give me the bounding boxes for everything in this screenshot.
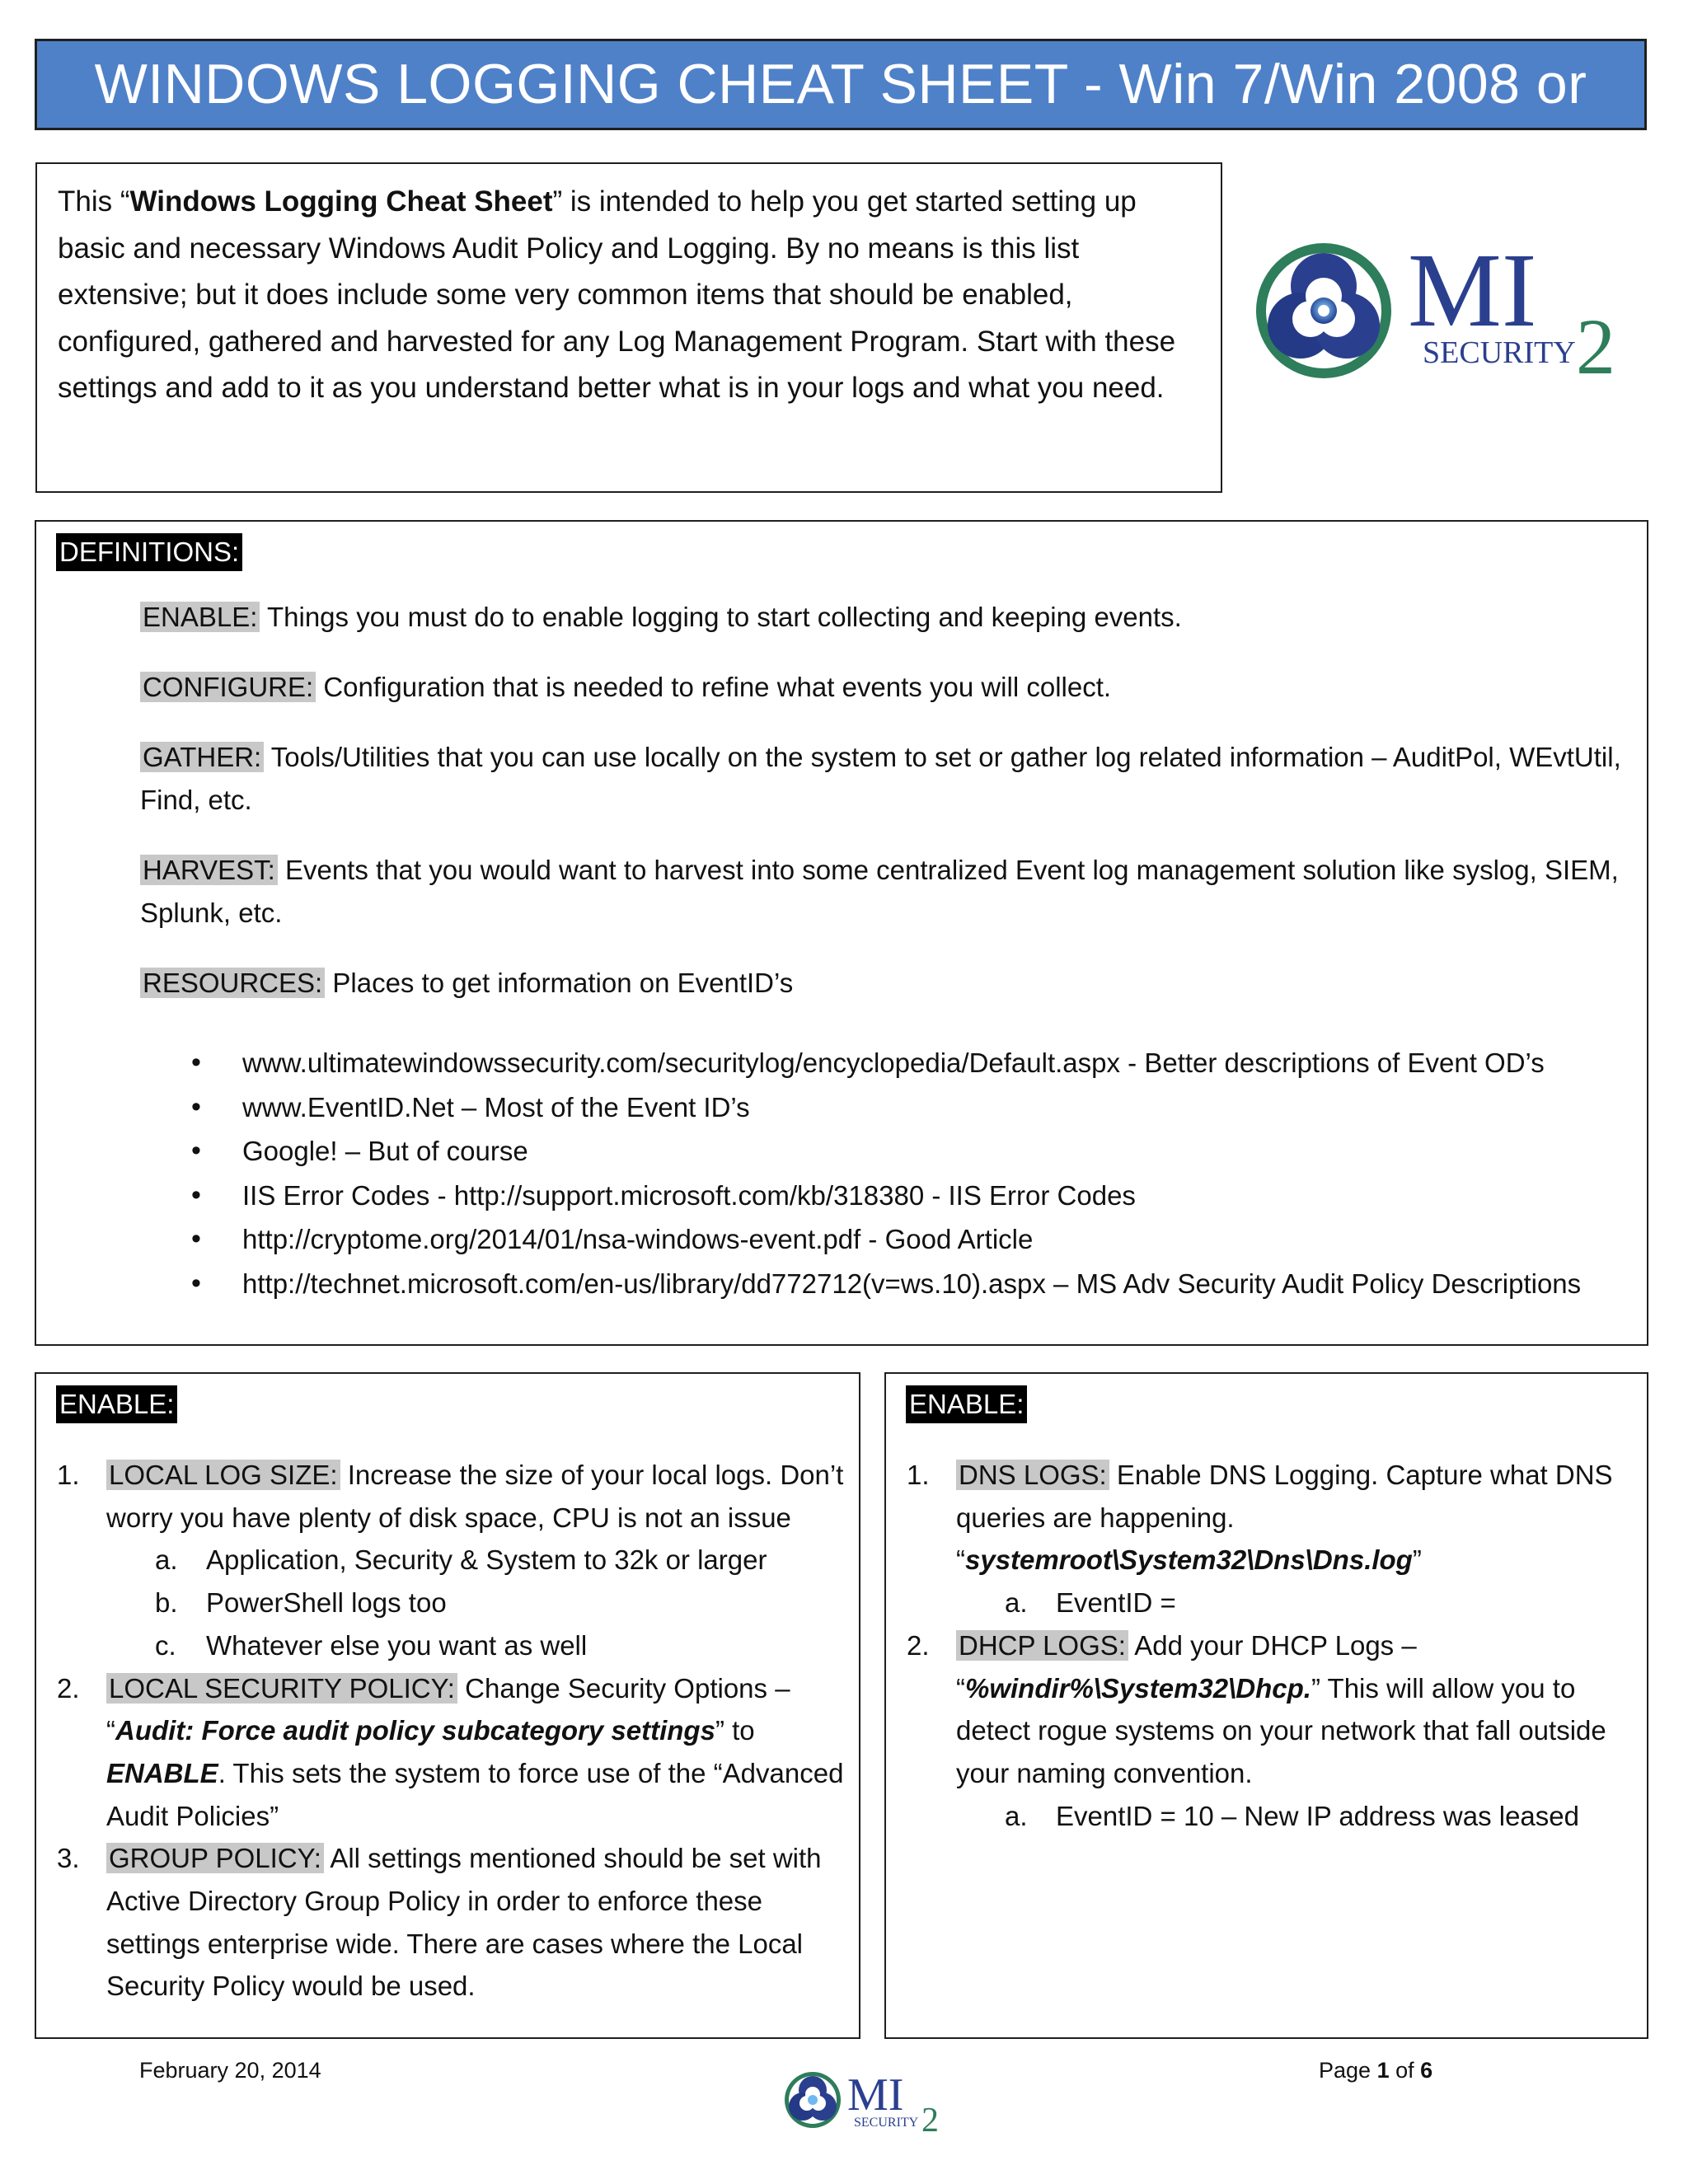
definition-harvest <box>140 849 1640 935</box>
sub-item <box>886 1582 1620 1624</box>
item-text: . This sets the system to force use of the “Advanced Audit Policies” <box>106 1757 844 1831</box>
enable-heading: ENABLE: <box>56 1385 177 1423</box>
definition-resources <box>140 962 1640 1005</box>
resource-link[interactable]: • www.ultimatewindowssecurity.com/securitylog/encyclopedia/Default.aspx - Better descriptions of Event OD’s <box>140 1041 1640 1085</box>
intro-text-pre: This “ <box>58 185 130 218</box>
resource-link: • Google! – But of course <box>140 1129 1640 1174</box>
page-title: WINDOWS LOGGING CHEAT SHEET - Win 7/Win 2008 or later <box>35 39 1647 130</box>
enable-box-right <box>884 1372 1648 2039</box>
mi2-security-footer-logo <box>783 2069 948 2136</box>
sub-item <box>886 1795 1620 1838</box>
resource-link[interactable]: • www.EventID.Net – Most of the Event ID’s <box>140 1085 1640 1130</box>
list-item-local-security-policy <box>36 1667 852 1838</box>
item-term: DNS LOGS: <box>956 1460 1109 1490</box>
list-item-group-policy <box>36 1837 852 2008</box>
item-text: ” This will allow you to detect rogue systems on your network that fall outside your naming convention. <box>956 1672 1606 1788</box>
sub-item <box>36 1582 852 1624</box>
list-item-dhcp-logs <box>886 1624 1620 1795</box>
logo-security-text: SECURITY <box>854 2116 919 2130</box>
enable-box-left <box>35 1372 860 2039</box>
intro-text-post: ” is intended to help you get started setting up basic and necessary Windows Audit Policy and Logging. By no means is this list extensive; but it does include some very common items that should be enabled, configured, gathered and harvested for any Log Management Program. Start with these settings and add to it as you understand better what is in your logs and what you need. <box>58 185 1176 404</box>
definition-term: CONFIGURE: <box>140 672 316 702</box>
sub-item-text: EventID = <box>1056 1587 1176 1619</box>
definition-term: RESOURCES: <box>140 968 325 998</box>
logo-subscript-text: 2 <box>1576 302 1615 391</box>
resource-link[interactable]: • http://cryptome.org/2014/01/nsa-windows-event.pdf - Good Article <box>140 1217 1640 1262</box>
item-number: 3. <box>57 1843 80 1874</box>
item-enable-word: ENABLE <box>106 1757 218 1788</box>
logo-security-text: SECURITY <box>1423 335 1576 370</box>
definition-term: GATHER: <box>140 742 264 772</box>
item-number: 2. <box>57 1672 80 1704</box>
intro-box <box>35 162 1222 493</box>
definition-text: Configuration that is needed to refine what events you will collect. <box>316 672 1112 702</box>
definition-text: Tools/Utilities that you can use locally on the system to set or gather log related information – AuditPol, WEvtUtil, Find, etc. <box>140 742 1621 815</box>
page-label: Page <box>1319 2058 1377 2083</box>
logo-brand-text: MI <box>1408 235 1537 349</box>
resource-link[interactable]: • IIS Error Codes - http://support.microsoft.com/kb/318380 - IIS Error Codes <box>140 1174 1640 1218</box>
logo-subscript-text: 2 <box>921 2102 939 2136</box>
item-number: 1. <box>907 1460 930 1490</box>
resources-list <box>140 1041 1640 1305</box>
logo-brand-text: MI <box>847 2069 904 2121</box>
sub-item-text: PowerShell logs too <box>206 1587 447 1619</box>
enable-heading: ENABLE: <box>906 1385 1027 1423</box>
definition-term: HARVEST: <box>140 855 278 885</box>
page-of-label: of <box>1389 2058 1421 2083</box>
item-text: All settings mentioned should be set with Active Directory Group Policy in order to enforce these settings enterprise wide. There are cases where the Local Security Policy would be used. <box>106 1843 822 2002</box>
item-term: LOCAL SECURITY POLICY: <box>106 1673 457 1704</box>
definitions-box <box>35 520 1648 1346</box>
sub-item-text: Application, Security & System to 32k or larger <box>206 1544 767 1576</box>
item-number: 2. <box>907 1629 930 1661</box>
item-text: ” <box>1412 1544 1422 1576</box>
definition-text: Places to get information on EventID’s <box>325 968 794 998</box>
item-text: Add your DHCP Logs – “ <box>956 1629 1417 1704</box>
enable-list-right <box>886 1454 1620 1837</box>
list-item-dns-logs <box>886 1454 1620 1582</box>
resource-link[interactable]: • http://technet.microsoft.com/en-us/library/dd772712(v=ws.10).aspx – MS Adv Security Audit Policy Descriptions <box>140 1262 1640 1306</box>
item-text: Enable DNS Logging. Capture what DNS queries are happening. “ <box>956 1460 1613 1576</box>
item-path: %windir%\System32\Dhcp. <box>965 1672 1311 1704</box>
item-number: 1. <box>57 1460 80 1490</box>
sub-item-letter: b. <box>155 1587 178 1619</box>
item-term: DHCP LOGS: <box>956 1630 1128 1661</box>
sub-item-text: Whatever else you want as well <box>206 1629 588 1661</box>
sub-item <box>36 1624 852 1667</box>
sub-item-letter: a. <box>1005 1587 1028 1619</box>
page-total: 6 <box>1420 2058 1433 2083</box>
sub-item-letter: c. <box>155 1629 176 1661</box>
definition-text: Events that you would want to harvest into some centralized Event log management solution like syslog, SIEM, Splunk, etc. <box>140 855 1619 928</box>
sub-item-letter: a. <box>1005 1800 1028 1831</box>
item-term: LOCAL LOG SIZE: <box>106 1460 340 1490</box>
mi2-security-logo <box>1253 235 1632 391</box>
definition-configure <box>140 666 1640 709</box>
definition-enable <box>140 596 1640 639</box>
item-path: systemroot\System32\Dns\Dns.log <box>965 1544 1413 1576</box>
biohazard-emblem-icon <box>785 2072 841 2128</box>
sub-item-text: EventID = 10 – New IP address was leased <box>1056 1800 1579 1831</box>
intro-title-bold: Windows Logging Cheat Sheet <box>129 185 553 218</box>
footer-page-number <box>1319 2055 1432 2085</box>
definition-text: Things you must do to enable logging to start collecting and keeping events. <box>260 602 1182 632</box>
enable-list-left <box>36 1454 852 2008</box>
item-term: GROUP POLICY: <box>106 1843 324 1873</box>
definitions-heading: DEFINITIONS: <box>56 533 242 571</box>
page-current: 1 <box>1376 2058 1390 2083</box>
footer-date: February 20, 2014 <box>139 2058 321 2083</box>
item-setting-name: Audit: Force audit policy subcategory settings <box>115 1715 715 1746</box>
definition-gather <box>140 736 1640 822</box>
sub-item-letter: a. <box>155 1544 178 1576</box>
biohazard-emblem-icon <box>1256 243 1391 378</box>
definition-term: ENABLE: <box>140 602 260 632</box>
item-text: ” to <box>715 1715 755 1746</box>
item-text: Change Security Options – “ <box>106 1672 790 1746</box>
sub-item <box>36 1539 852 1582</box>
item-text: Increase the size of your local logs. Don’t worry you have plenty of disk space, CPU is not an issue <box>106 1460 844 1533</box>
list-item-local-log-size <box>36 1454 852 1539</box>
